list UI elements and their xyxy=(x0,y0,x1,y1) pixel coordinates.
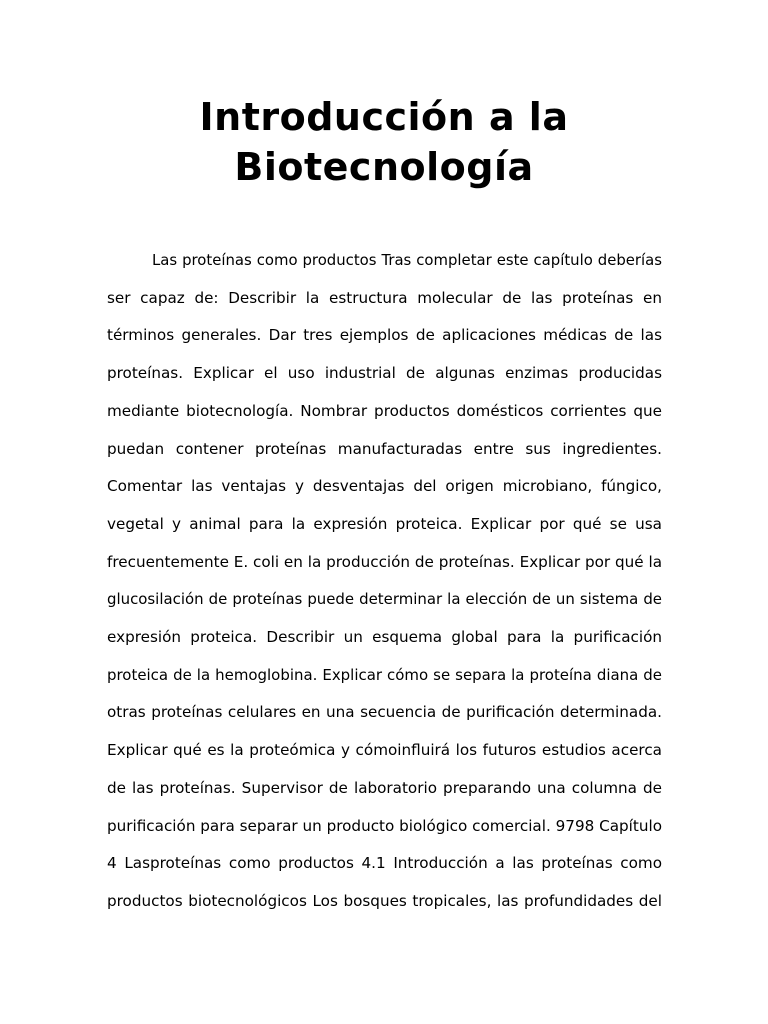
paragraph-line: expresión proteica. Describir un esquema global para la purificación xyxy=(107,628,662,647)
paragraph-line: términos generales. Dar tres ejemplos de aplicaciones médicas de las xyxy=(107,326,662,345)
paragraph-line: purificación para separar un producto biológico comercial. 9798 Capítulo xyxy=(107,816,662,835)
paragraph-line: Las proteínas como productos Tras completar este capítulo deberías xyxy=(152,251,662,269)
paragraph-line: vegetal y animal para la expresión proteica. Explicar por qué se usa xyxy=(107,514,662,533)
paragraph-line: ser capaz de: Describir la estructura molecular de las proteínas en xyxy=(107,288,662,307)
paragraph-line: frecuentemente E. coli en la producción de proteínas. Explicar por qué la xyxy=(107,552,662,571)
paragraph-line: puedan contener proteínas manufacturadas entre sus ingredientes. xyxy=(107,439,662,458)
title-line: Introducción a la xyxy=(199,95,569,139)
paragraph-line: Comentar las ventajas y desventajas del origen microbiano, fúngico, xyxy=(107,477,662,496)
paragraph-line: otras proteínas celulares en una secuencia de purificación determinada. xyxy=(107,703,662,722)
paragraph-line: de las proteínas. Supervisor de laboratorio preparando una columna de xyxy=(107,778,662,797)
document-title xyxy=(0,92,768,192)
paragraph-line: proteica de la hemoglobina. Explicar cómo se separa la proteína diana de xyxy=(107,665,662,684)
body-paragraph xyxy=(107,242,662,921)
paragraph-line: 4 Lasproteínas como productos 4.1 Introducción a las proteínas como xyxy=(107,854,662,873)
paragraph-line: productos biotecnológicos Los bosques tropicales, las profundidades del xyxy=(107,891,662,910)
paragraph-line: Explicar qué es la proteómica y cómoinfluirá los futuros estudios acerca xyxy=(107,741,662,760)
title-line: Biotecnología xyxy=(234,145,534,189)
paragraph-line: glucosilación de proteínas puede determinar la elección de un sistema de xyxy=(107,590,662,609)
paragraph-line: proteínas. Explicar el uso industrial de algunas enzimas producidas xyxy=(107,364,662,383)
paragraph-line: mediante biotecnología. Nombrar productos domésticos corrientes que xyxy=(107,401,662,420)
